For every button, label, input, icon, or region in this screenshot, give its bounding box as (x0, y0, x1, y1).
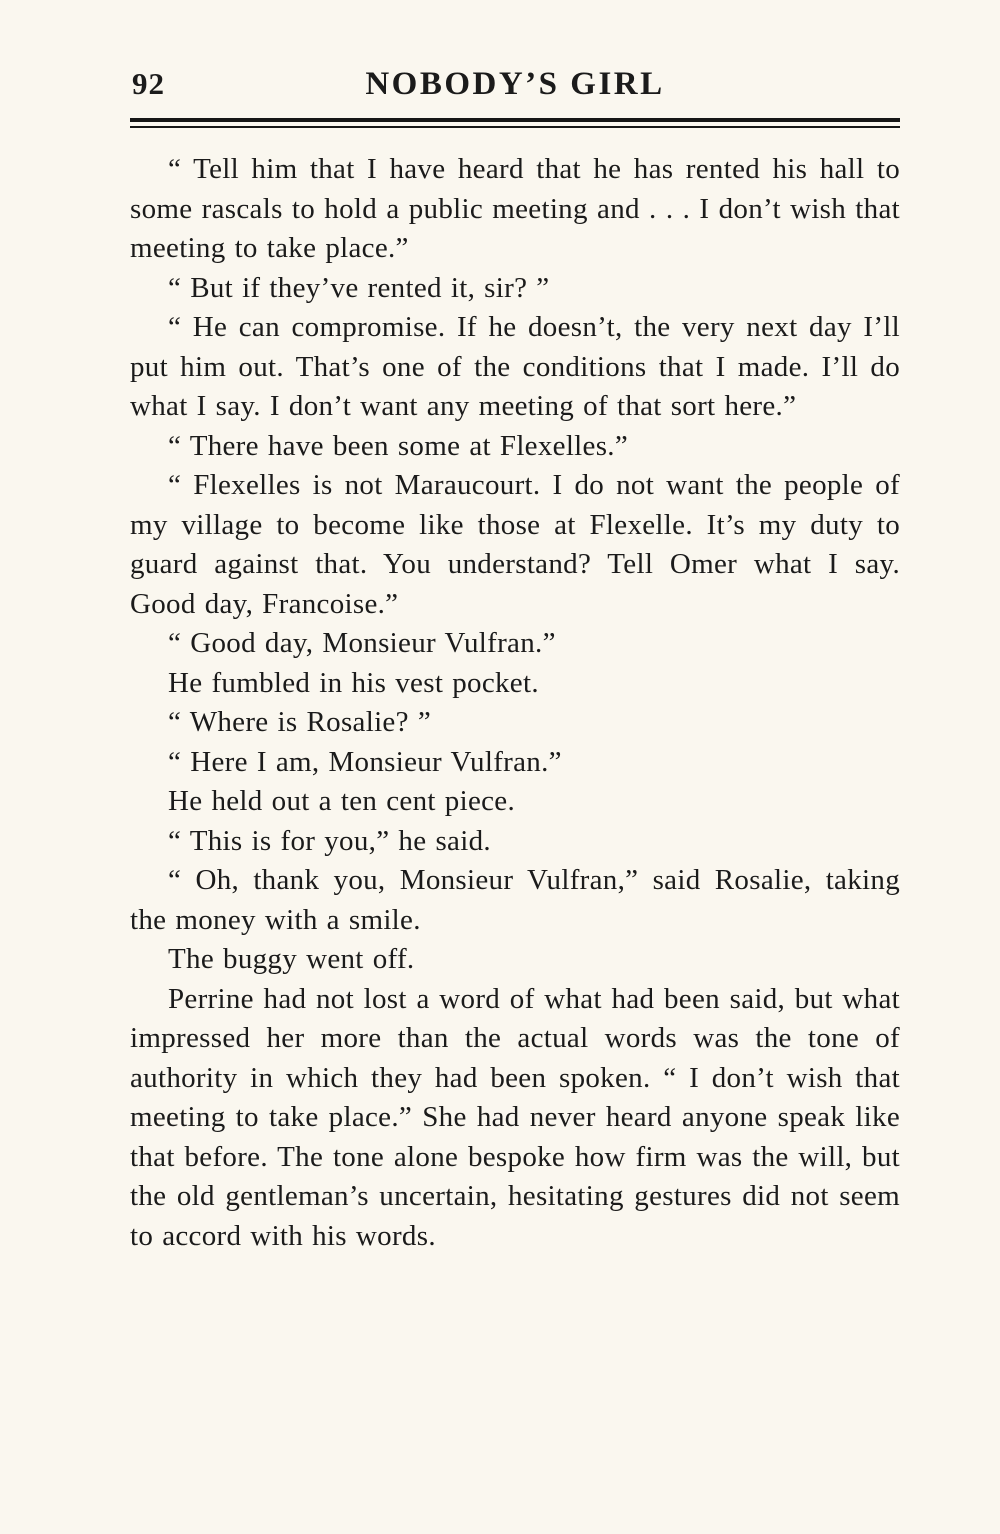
paragraph: “ But if they’ve rented it, sir? ” (168, 271, 550, 304)
paragraph: “ Flexelles is not Maraucourt. I do not want the people of my village to become like those at Flexelle. It’s my duty to guard against that. You understand? Tell Omer what I say. Good day, Francoise.” (130, 469, 900, 620)
paragraph: Perrine had not lost a word of what had been said, but what impressed her more than the actual words was the tone of authority in which they had been spoken. “ I don’t wish that meeting to take place.” She had never heard anyone speak like that before. The tone alone bespoke how firm was the will, but the old gentleman’s uncertain, hesitating gestures did not seem to accord with his words. (130, 982, 900, 1252)
paragraph: “ Good day, Monsieur Vulfran.” (168, 627, 556, 659)
paragraph: “ Oh, thank you, Monsieur Vulfran,” said Rosalie, taking the money with a smile. (130, 864, 900, 936)
paragraph: “ He can compromise. If he doesn’t, the very next day I’ll put him out. That’s one of the conditions that I made. I’ll do what I say. I don’t want any meeting of that sort here.” (130, 311, 900, 422)
paragraph: “ There have been some at Flexelles.” (168, 429, 629, 462)
header-double-rule (130, 118, 900, 128)
paragraph: “ Where is Rosalie? ” (168, 706, 431, 738)
book-title: NOBODY’S GIRL (365, 66, 665, 102)
paragraph: He fumbled in his vest pocket. (168, 666, 539, 699)
paragraph: The buggy went off. (168, 943, 415, 975)
body-text (130, 150, 900, 1256)
running-head (130, 66, 900, 112)
paragraph: “ Tell him that I have heard that he has rented his hall to some rascals to hold a public meeting and . . . I don’t wish that meeting to take place.” (130, 153, 900, 264)
paragraph: “ Here I am, Monsieur Vulfran.” (168, 745, 562, 778)
page-number: 92 (132, 66, 165, 101)
paragraph: “ This is for you,” he said. (168, 824, 491, 857)
paragraph: He held out a ten cent piece. (168, 785, 516, 817)
